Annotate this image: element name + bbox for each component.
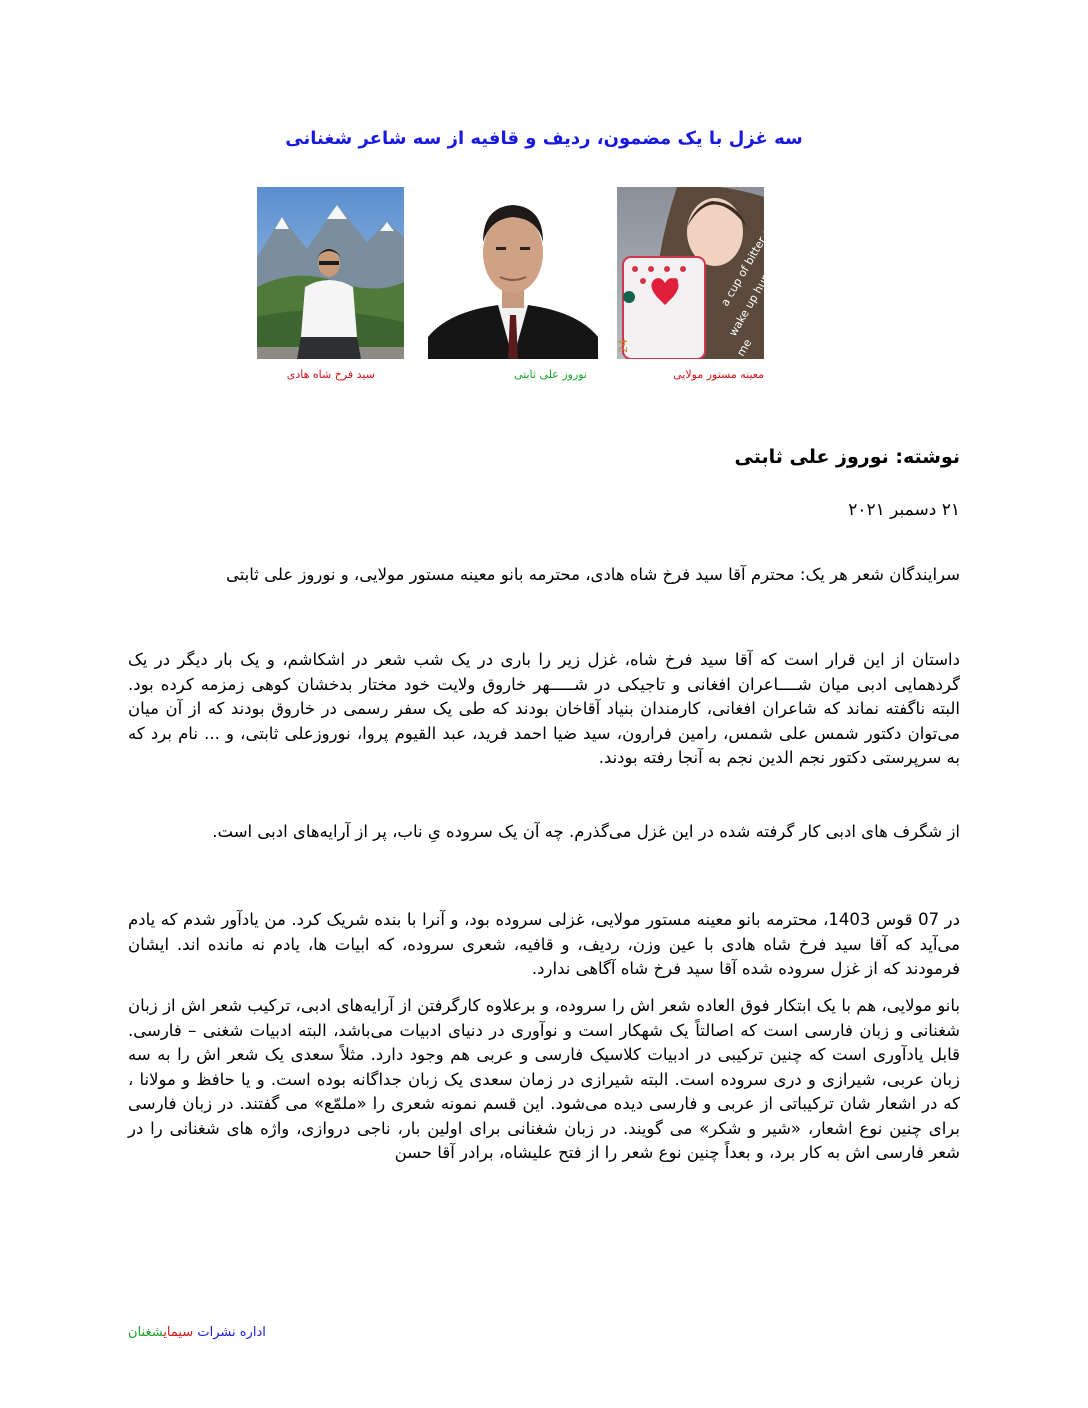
paragraph-origin: در 07 قوس 1403، محترمه بانو معینه مستور مولایی، غزلی سروده بود، و آنرا با بنده شریک کرد. من یادآور شدم که یادم می‌آید که آقا سید فرخ شاه هادی با عین وزن، ردیف، و قافیه، شعری سروده، که ابیات ها، یادم نه مانده اند. ایشان فرمودند که از غزل سروده شده آقا سید فرخ شاه آگاهی ندارد. (128, 910, 960, 978)
caption-man-suit: نوروز علی ثابتی (513, 368, 587, 381)
paragraph-poets: سرایندگان شعر هر یک: محترم آقا سید فرخ شاه هادی، محترمه بانو معینه مستور مولایی، و نوروز علی ثابتی (225, 565, 960, 584)
page-title: سه غزل با یک مضمون، ردیف و قافیه از سه شاعر شغنانی (285, 128, 803, 149)
footer-part-3: شغنان (128, 1325, 164, 1340)
footer-part-2: سیمای (163, 1325, 194, 1340)
svg-text:me: me (734, 336, 755, 359)
photo-man-mountains (257, 187, 404, 359)
date: ۲۱ دسمبر ۲۰۲۱ (848, 500, 960, 520)
footer-publisher (128, 1325, 266, 1340)
portrait-image (617, 187, 764, 359)
paragraph-mulaie: بانو مولایی، هم با یک ابتکار فوق العاده شعر اش را سروده، و برعلاوه کارگرفتن از آرایه‌های ادبی، ترکیب شعر اش از زبان شغنانی و زبان فارسی است که اصالتاً یک شهکار است و نوآوری در دنیای ادبیات می‌باشد، البته ادبیات شغنی – فارسی. قابل یادآوری است که چنین ترکیبی در ادبیات کلاسیک فارسی و عربی هم وجود دارد. مثلاً سعدی یک شعر اش را به سه زبان عربی، شیرازی و دری سروده است. البته شیرازی در زمان سعدی یک زبان جداگانه بوده است. و یا حافظ و مولانا ، که در اشعار شان ترکیباتی از عربی و فارسی دیده می‌شود. این قسم نمونه شعری را «ملمّع» می گفتند. در زبان فارسی برای چنین نوع اشعار، «شیر و شکر» می گویند. در زبان شغنانی برای اولین بار، ناجی دروازی، واژه های شغنانی را در شعر فارسی اش به کار برد، و بعداً چنین نوع شعر را از فتح علیشاه، برادر آقا حسن (128, 996, 960, 1162)
caption-woman: معینه مستور مولایی (673, 368, 764, 381)
footer-part-1: اداره نشرات (197, 1325, 266, 1340)
author-line: نوشته: نوروز علی ثابتی (734, 446, 960, 468)
portrait-image (257, 187, 404, 359)
paragraph-devices: از شگرف های ادبی کار گرفته شده در این غزل می‌گذرم. چه آن یک سروده یِ ناب، پر از آرایه‌های ادبی است. (212, 822, 960, 841)
caption-man-mountains: سید فرخ شاه هادی (286, 368, 375, 381)
portrait-image (428, 187, 598, 359)
svg-text:24: 24 (617, 339, 630, 353)
photo-woman-with-mug (617, 187, 764, 359)
photo-man-suit (428, 187, 598, 359)
paragraph-story: داستان از این قرار است که آقا سید فرخ شاه، غزل زیر را باری در یک شب شعر در اشکاشم، و یک بار دیگر در یک گردهمایی ادبی میان شــــاعران افغانی و تاجیکی در شـــــهر خاروق ولایت خود مختار بدخشان کوهی زمزمه کرده بود. البته ناگفته نماند که شاعران افغانی، کارمندان بنیاد آقاخان بودند که طی یک سفر رسمی در خاروق بودند که از آن میان می‌توان دکتور شمس علی شمس، رامین فرارون، سید ضیا احمد فرید، عبد القیوم پروا، نوروزعلی ثابتی، و ... نام برد که به سرپرستی دکتور نجم الدین نجم به آنجا رفته بودند. (128, 650, 960, 767)
